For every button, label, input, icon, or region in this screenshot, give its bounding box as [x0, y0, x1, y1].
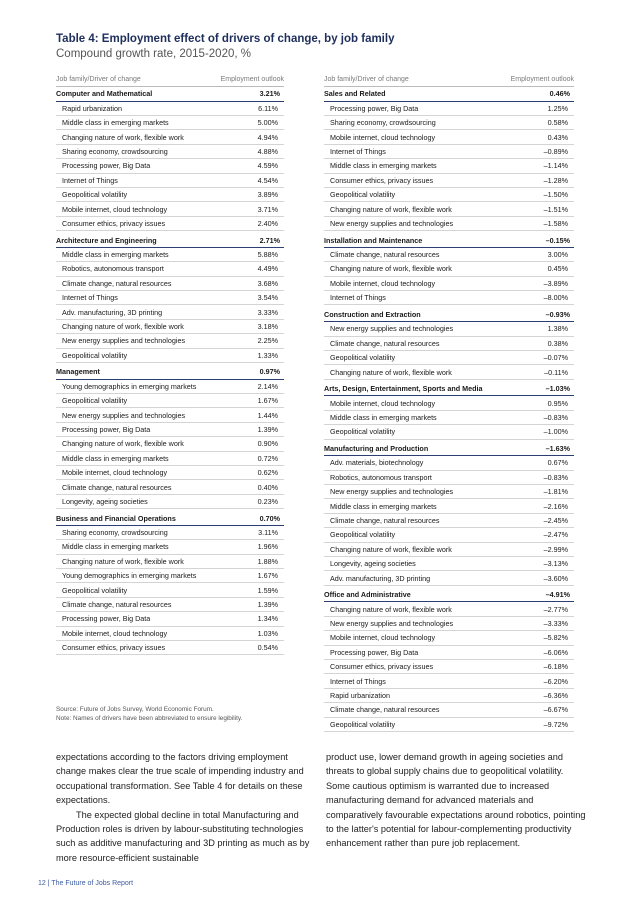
driver-label: Processing power, Big Data	[330, 103, 419, 113]
driver-value: 0.23%	[257, 497, 278, 507]
driver-value: –3.13%	[543, 559, 568, 569]
driver-row	[56, 188, 284, 202]
driver-row	[56, 583, 284, 597]
body-text-right	[326, 750, 588, 851]
driver-value: –1.50%	[543, 190, 568, 200]
job-family-value: –4.91%	[545, 590, 570, 600]
driver-value: 0.72%	[257, 453, 278, 463]
driver-value: 4.88%	[257, 147, 278, 157]
driver-row	[56, 480, 284, 494]
driver-row	[324, 411, 574, 425]
driver-label: Changing nature of work, flexible work	[62, 322, 184, 332]
driver-value: 3.89%	[257, 190, 278, 200]
driver-value: –2.77%	[543, 604, 568, 614]
driver-value: 2.25%	[257, 336, 278, 346]
driver-row	[56, 174, 284, 188]
driver-value: 1.39%	[257, 425, 278, 435]
driver-row	[324, 631, 574, 645]
driver-label: Adv. manufacturing, 3D printing	[62, 307, 163, 317]
driver-value: –8.00%	[543, 293, 568, 303]
driver-row	[324, 396, 574, 410]
driver-label: Geopolitical volatility	[330, 427, 396, 437]
driver-value: 6.11%	[258, 103, 278, 113]
job-family-name: Arts, Design, Entertainment, Sports and Media	[324, 384, 483, 394]
driver-label: Climate change, natural resources	[62, 600, 172, 610]
driver-value: –9.72%	[543, 719, 568, 729]
driver-label: Mobile internet, cloud technology	[62, 628, 168, 638]
job-family-name: Management	[56, 367, 100, 377]
driver-row	[324, 514, 574, 528]
driver-value: 3.71%	[257, 204, 278, 214]
driver-value: –2.99%	[543, 544, 568, 554]
driver-label: Adv. materials, biotechnology	[330, 458, 424, 468]
driver-label: Geopolitical volatility	[330, 353, 396, 363]
job-family-value: –0.93%	[545, 309, 570, 319]
driver-label: Changing nature of work, flexible work	[330, 204, 452, 214]
driver-label: Mobile internet, cloud technology	[330, 278, 436, 288]
driver-value: 0.45%	[547, 264, 568, 274]
driver-value: –1.81%	[543, 487, 568, 497]
driver-value: –2.16%	[543, 501, 568, 511]
driver-label: Processing power, Big Data	[330, 647, 419, 657]
source-line: Source: Future of Jobs Survey, World Economic Forum.	[56, 706, 214, 713]
driver-label: Sharing economy, crowdsourcing	[62, 528, 168, 538]
driver-label: Mobile internet, cloud technology	[330, 132, 436, 142]
driver-row	[324, 471, 574, 485]
job-family-row	[324, 233, 574, 248]
driver-row	[56, 555, 284, 569]
job-family-group	[324, 442, 574, 586]
job-family-value: 0.70%	[259, 513, 280, 523]
driver-label: Young demographics in emerging markets	[62, 571, 197, 581]
driver-value: 3.68%	[257, 278, 278, 288]
table-source	[56, 705, 242, 723]
driver-value: 3.00%	[547, 250, 568, 260]
driver-row	[56, 305, 284, 319]
job-family-row	[56, 511, 284, 526]
driver-label: Sharing economy, crowdsourcing	[330, 118, 436, 128]
driver-value: –1.00%	[543, 427, 568, 437]
driver-value: –6.18%	[543, 662, 568, 672]
job-family-value: 0.97%	[259, 367, 280, 377]
driver-row	[324, 351, 574, 365]
driver-row	[56, 612, 284, 626]
table-right-column	[324, 72, 574, 732]
driver-value: –1.14%	[543, 161, 568, 171]
driver-label: New energy supplies and technologies	[330, 324, 454, 334]
driver-row	[56, 526, 284, 540]
driver-row	[324, 557, 574, 571]
driver-row	[56, 248, 284, 262]
driver-value: 3.11%	[258, 528, 278, 538]
driver-row	[56, 569, 284, 583]
driver-label: New energy supplies and technologies	[62, 410, 186, 420]
driver-label: Climate change, natural resources	[330, 516, 440, 525]
driver-row	[324, 145, 574, 159]
driver-label: Climate change, natural resources	[62, 482, 172, 492]
job-family-group	[56, 511, 284, 655]
driver-value: –3.89%	[543, 278, 568, 288]
job-family-name: Installation and Maintenance	[324, 235, 423, 245]
driver-row	[56, 641, 284, 655]
driver-value: 3.18%	[257, 322, 278, 332]
driver-row	[324, 689, 574, 703]
driver-label: Middle class in emerging markets	[330, 161, 437, 171]
driver-row	[324, 703, 574, 717]
driver-value: –6.20%	[543, 676, 568, 686]
job-family-row	[324, 87, 574, 102]
driver-row	[324, 674, 574, 688]
job-family-name: Construction and Extraction	[324, 309, 421, 319]
driver-value: –3.60%	[543, 573, 568, 583]
driver-label: Consumer ethics, privacy issues	[330, 662, 434, 672]
page-footer: 12 | The Future of Jobs Report	[38, 880, 134, 887]
driver-row	[324, 262, 574, 276]
column-header	[324, 72, 574, 87]
driver-row	[324, 718, 574, 732]
driver-label: Middle class in emerging markets	[330, 501, 437, 511]
driver-label: Consumer ethics, privacy issues	[330, 175, 434, 185]
job-family-row	[324, 382, 574, 397]
driver-value: –5.82%	[543, 633, 568, 643]
job-family-group	[324, 233, 574, 305]
driver-value: 5.88%	[257, 250, 278, 260]
note-line: Note: Names of drivers have been abbreviated to ensure legibility.	[56, 715, 243, 722]
driver-row	[324, 543, 574, 557]
driver-label: Changing nature of work, flexible work	[330, 604, 452, 614]
driver-row	[324, 188, 574, 202]
driver-label: New energy supplies and technologies	[62, 336, 186, 346]
driver-label: Mobile internet, cloud technology	[330, 398, 436, 408]
driver-label: Mobile internet, cloud technology	[62, 204, 168, 214]
driver-row	[56, 130, 284, 144]
driver-row	[56, 102, 284, 116]
driver-label: Geopolitical volatility	[62, 396, 128, 406]
driver-value: 1.88%	[257, 556, 278, 566]
driver-row	[324, 291, 574, 305]
driver-row	[324, 602, 574, 616]
driver-label: Changing nature of work, flexible work	[62, 439, 184, 449]
driver-value: –3.33%	[543, 619, 568, 629]
driver-row	[56, 159, 284, 173]
driver-label: Mobile internet, cloud technology	[62, 468, 168, 478]
driver-label: Middle class in emerging markets	[62, 250, 169, 260]
job-family-name: Sales and Related	[324, 89, 386, 99]
driver-label: Longevity, ageing societies	[330, 559, 416, 569]
driver-label: Changing nature of work, flexible work	[330, 264, 452, 274]
job-family-row	[324, 588, 574, 603]
table-left-column	[56, 72, 284, 655]
body-paragraph: The expected global decline in total Manufacturing and Production roles is driven by labour-substituting technologies such as additive manufacturing and 3D printing as much as by more resource-efficient sustainable	[56, 809, 310, 863]
driver-row	[56, 598, 284, 612]
driver-value: 0.90%	[257, 439, 278, 449]
driver-row	[56, 452, 284, 466]
driver-label: Geopolitical volatility	[62, 585, 128, 595]
driver-label: Geopolitical volatility	[330, 719, 396, 729]
driver-row	[324, 365, 574, 379]
driver-label: New energy supplies and technologies	[330, 619, 454, 629]
driver-value: 1.34%	[257, 614, 278, 624]
driver-row	[56, 291, 284, 305]
driver-row	[56, 217, 284, 231]
driver-label: Changing nature of work, flexible work	[62, 556, 184, 566]
job-family-row	[324, 442, 574, 457]
driver-label: Internet of Things	[62, 293, 118, 303]
job-family-name: Computer and Mathematical	[56, 89, 153, 99]
driver-value: –1.58%	[543, 219, 568, 228]
driver-row	[324, 174, 574, 188]
driver-label: Climate change, natural resources	[62, 278, 172, 288]
driver-value: 1.59%	[257, 585, 278, 595]
driver-label: Geopolitical volatility	[62, 350, 128, 360]
driver-value: 4.54%	[257, 175, 278, 185]
job-family-name: Business and Financial Operations	[56, 513, 176, 523]
driver-value: 1.67%	[257, 571, 278, 581]
driver-row	[324, 159, 574, 173]
driver-row	[56, 495, 284, 509]
driver-value: –0.11%	[544, 367, 568, 377]
job-family-name: Architecture and Engineering	[56, 235, 157, 245]
driver-label: Robotics, autonomous transport	[330, 472, 432, 482]
driver-row	[56, 627, 284, 641]
driver-value: 1.33%	[257, 350, 278, 360]
driver-label: Changing nature of work, flexible work	[330, 544, 452, 554]
header-outlook: Employment outlook	[510, 75, 574, 83]
driver-value: 1.03%	[257, 628, 278, 638]
driver-value: –6.67%	[543, 705, 568, 715]
driver-label: Middle class in emerging markets	[330, 412, 437, 422]
driver-value: 0.38%	[547, 338, 568, 348]
driver-row	[324, 277, 574, 291]
driver-row	[56, 349, 284, 363]
job-family-value: –0.15%	[545, 235, 570, 245]
driver-row	[324, 425, 574, 439]
driver-row	[324, 116, 574, 130]
job-family-name: Manufacturing and Production	[324, 443, 429, 453]
driver-row	[56, 277, 284, 291]
driver-value: 3.33%	[257, 307, 278, 317]
driver-value: 5.00%	[257, 118, 278, 128]
job-family-group	[56, 365, 284, 509]
job-family-group	[324, 307, 574, 379]
driver-row	[56, 145, 284, 159]
job-family-name: Office and Administrative	[324, 590, 411, 600]
driver-label: Adv. manufacturing, 3D printing	[330, 573, 431, 583]
driver-label: New energy supplies and technologies	[330, 487, 454, 497]
driver-value: –0.83%	[543, 472, 568, 482]
driver-value: –2.47%	[543, 530, 568, 540]
driver-value: –1.51%	[543, 204, 568, 214]
driver-label: Internet of Things	[330, 147, 386, 157]
job-family-value: 2.71%	[259, 235, 280, 245]
table-subtitle: Compound growth rate, 2015-2020, %	[56, 48, 251, 60]
driver-label: New energy supplies and technologies	[330, 219, 454, 228]
driver-label: Internet of Things	[62, 175, 118, 185]
job-family-row	[56, 233, 284, 248]
body-paragraph: expectations according to the factors driving employment change makes clear the true scale of impending industry and occupational transformation. See Table 4 for details on these expectations.	[56, 752, 304, 806]
driver-label: Young demographics in emerging markets	[62, 381, 197, 391]
column-header	[56, 72, 284, 87]
left-groups	[56, 87, 284, 655]
driver-row	[324, 337, 574, 351]
driver-label: Sharing economy, crowdsourcing	[62, 147, 168, 157]
driver-value: –0.07%	[543, 353, 568, 363]
driver-row	[56, 423, 284, 437]
driver-label: Longevity, ageing societies	[62, 497, 148, 507]
driver-row	[324, 528, 574, 542]
driver-label: Climate change, natural resources	[330, 705, 440, 715]
driver-label: Changing nature of work, flexible work	[330, 367, 452, 377]
job-family-group	[56, 233, 284, 363]
body-text-left	[56, 750, 312, 865]
driver-row	[324, 130, 574, 144]
driver-label: Climate change, natural resources	[330, 338, 440, 348]
driver-row	[324, 499, 574, 513]
table-title: Table 4: Employment effect of drivers of change, by job family	[56, 33, 395, 45]
driver-row	[324, 248, 574, 262]
driver-row	[56, 262, 284, 276]
job-family-row	[324, 307, 574, 322]
job-family-group	[324, 588, 574, 732]
driver-row	[324, 617, 574, 631]
job-family-group	[324, 382, 574, 440]
driver-row	[324, 571, 574, 585]
driver-row	[56, 116, 284, 130]
driver-value: 4.94%	[257, 132, 278, 142]
driver-label: Middle class in emerging markets	[62, 453, 169, 463]
job-family-value: –1.63%	[545, 443, 570, 453]
driver-row	[324, 217, 574, 231]
driver-row	[56, 394, 284, 408]
driver-value: 4.49%	[257, 264, 278, 274]
driver-row	[56, 202, 284, 216]
driver-value: –6.06%	[543, 647, 568, 657]
driver-value: 1.96%	[257, 542, 278, 552]
driver-value: –6.36%	[543, 690, 568, 700]
driver-value: 0.67%	[547, 458, 568, 468]
driver-label: Mobile internet, cloud technology	[330, 633, 436, 643]
driver-label: Robotics, autonomous transport	[62, 264, 164, 274]
driver-value: –0.83%	[543, 412, 568, 422]
driver-label: Geopolitical volatility	[62, 190, 128, 200]
job-family-row	[56, 365, 284, 380]
driver-label: Internet of Things	[330, 293, 386, 303]
driver-value: 1.44%	[257, 410, 278, 420]
job-family-row	[56, 87, 284, 102]
header-outlook: Employment outlook	[220, 75, 284, 83]
header-family: Job family/Driver of change	[324, 75, 409, 83]
driver-label: Processing power, Big Data	[62, 161, 151, 171]
driver-label: Consumer ethics, privacy issues	[62, 219, 166, 228]
driver-value: –1.28%	[543, 175, 568, 185]
driver-row	[324, 202, 574, 216]
driver-row	[324, 102, 574, 116]
driver-label: Changing nature of work, flexible work	[62, 132, 184, 142]
driver-label: Processing power, Big Data	[62, 425, 151, 435]
driver-value: –0.89%	[543, 147, 568, 157]
job-family-value: –1.03%	[545, 384, 570, 394]
driver-row	[56, 437, 284, 451]
driver-row	[324, 660, 574, 674]
driver-value: 1.39%	[257, 600, 278, 610]
driver-label: Geopolitical volatility	[330, 190, 396, 200]
driver-value: –2.45%	[543, 516, 568, 525]
driver-label: Rapid urbanization	[330, 690, 390, 700]
driver-label: Consumer ethics, privacy issues	[62, 643, 166, 653]
driver-label: Internet of Things	[330, 676, 386, 686]
driver-value: 0.62%	[257, 468, 278, 478]
driver-label: Rapid urbanization	[62, 103, 122, 113]
driver-value: 0.54%	[257, 643, 278, 653]
driver-value: 0.40%	[257, 482, 278, 492]
right-groups	[324, 87, 574, 732]
driver-value: 1.67%	[257, 396, 278, 406]
body-paragraph: product use, lower demand growth in ageing societies and threats to global supply chains due to geopolitical volatility. Some cautious optimism is warranted due to increased manufacturing demand for advanced materials and comparatively favourable expectations around robotics, pointing to the latter's potential for labour-complementing productivity enhancement rather than pure job replacement.	[326, 752, 586, 849]
driver-row	[324, 485, 574, 499]
driver-value: 0.43%	[547, 132, 568, 142]
job-family-value: 3.21%	[259, 89, 280, 99]
driver-label: Climate change, natural resources	[330, 250, 440, 260]
job-family-group	[324, 87, 574, 231]
driver-value: 1.38%	[547, 324, 568, 334]
driver-row	[56, 380, 284, 394]
driver-row	[56, 466, 284, 480]
driver-row	[324, 456, 574, 470]
driver-row	[56, 408, 284, 422]
driver-row	[324, 322, 574, 336]
driver-value: 2.14%	[257, 381, 278, 391]
driver-row	[56, 540, 284, 554]
driver-row	[56, 334, 284, 348]
job-family-group	[56, 87, 284, 231]
header-family: Job family/Driver of change	[56, 75, 141, 83]
driver-value: 1.25%	[547, 103, 568, 113]
driver-row	[324, 646, 574, 660]
driver-label: Middle class in emerging markets	[62, 542, 169, 552]
driver-row	[56, 320, 284, 334]
driver-value: 4.59%	[257, 161, 278, 171]
job-family-value: 0.46%	[549, 89, 570, 99]
driver-value: 0.58%	[547, 118, 568, 128]
driver-label: Processing power, Big Data	[62, 614, 151, 624]
driver-value: 3.54%	[257, 293, 278, 303]
driver-value: 2.40%	[257, 219, 278, 228]
driver-label: Geopolitical volatility	[330, 530, 396, 540]
driver-value: 0.95%	[547, 398, 568, 408]
driver-label: Middle class in emerging markets	[62, 118, 169, 128]
